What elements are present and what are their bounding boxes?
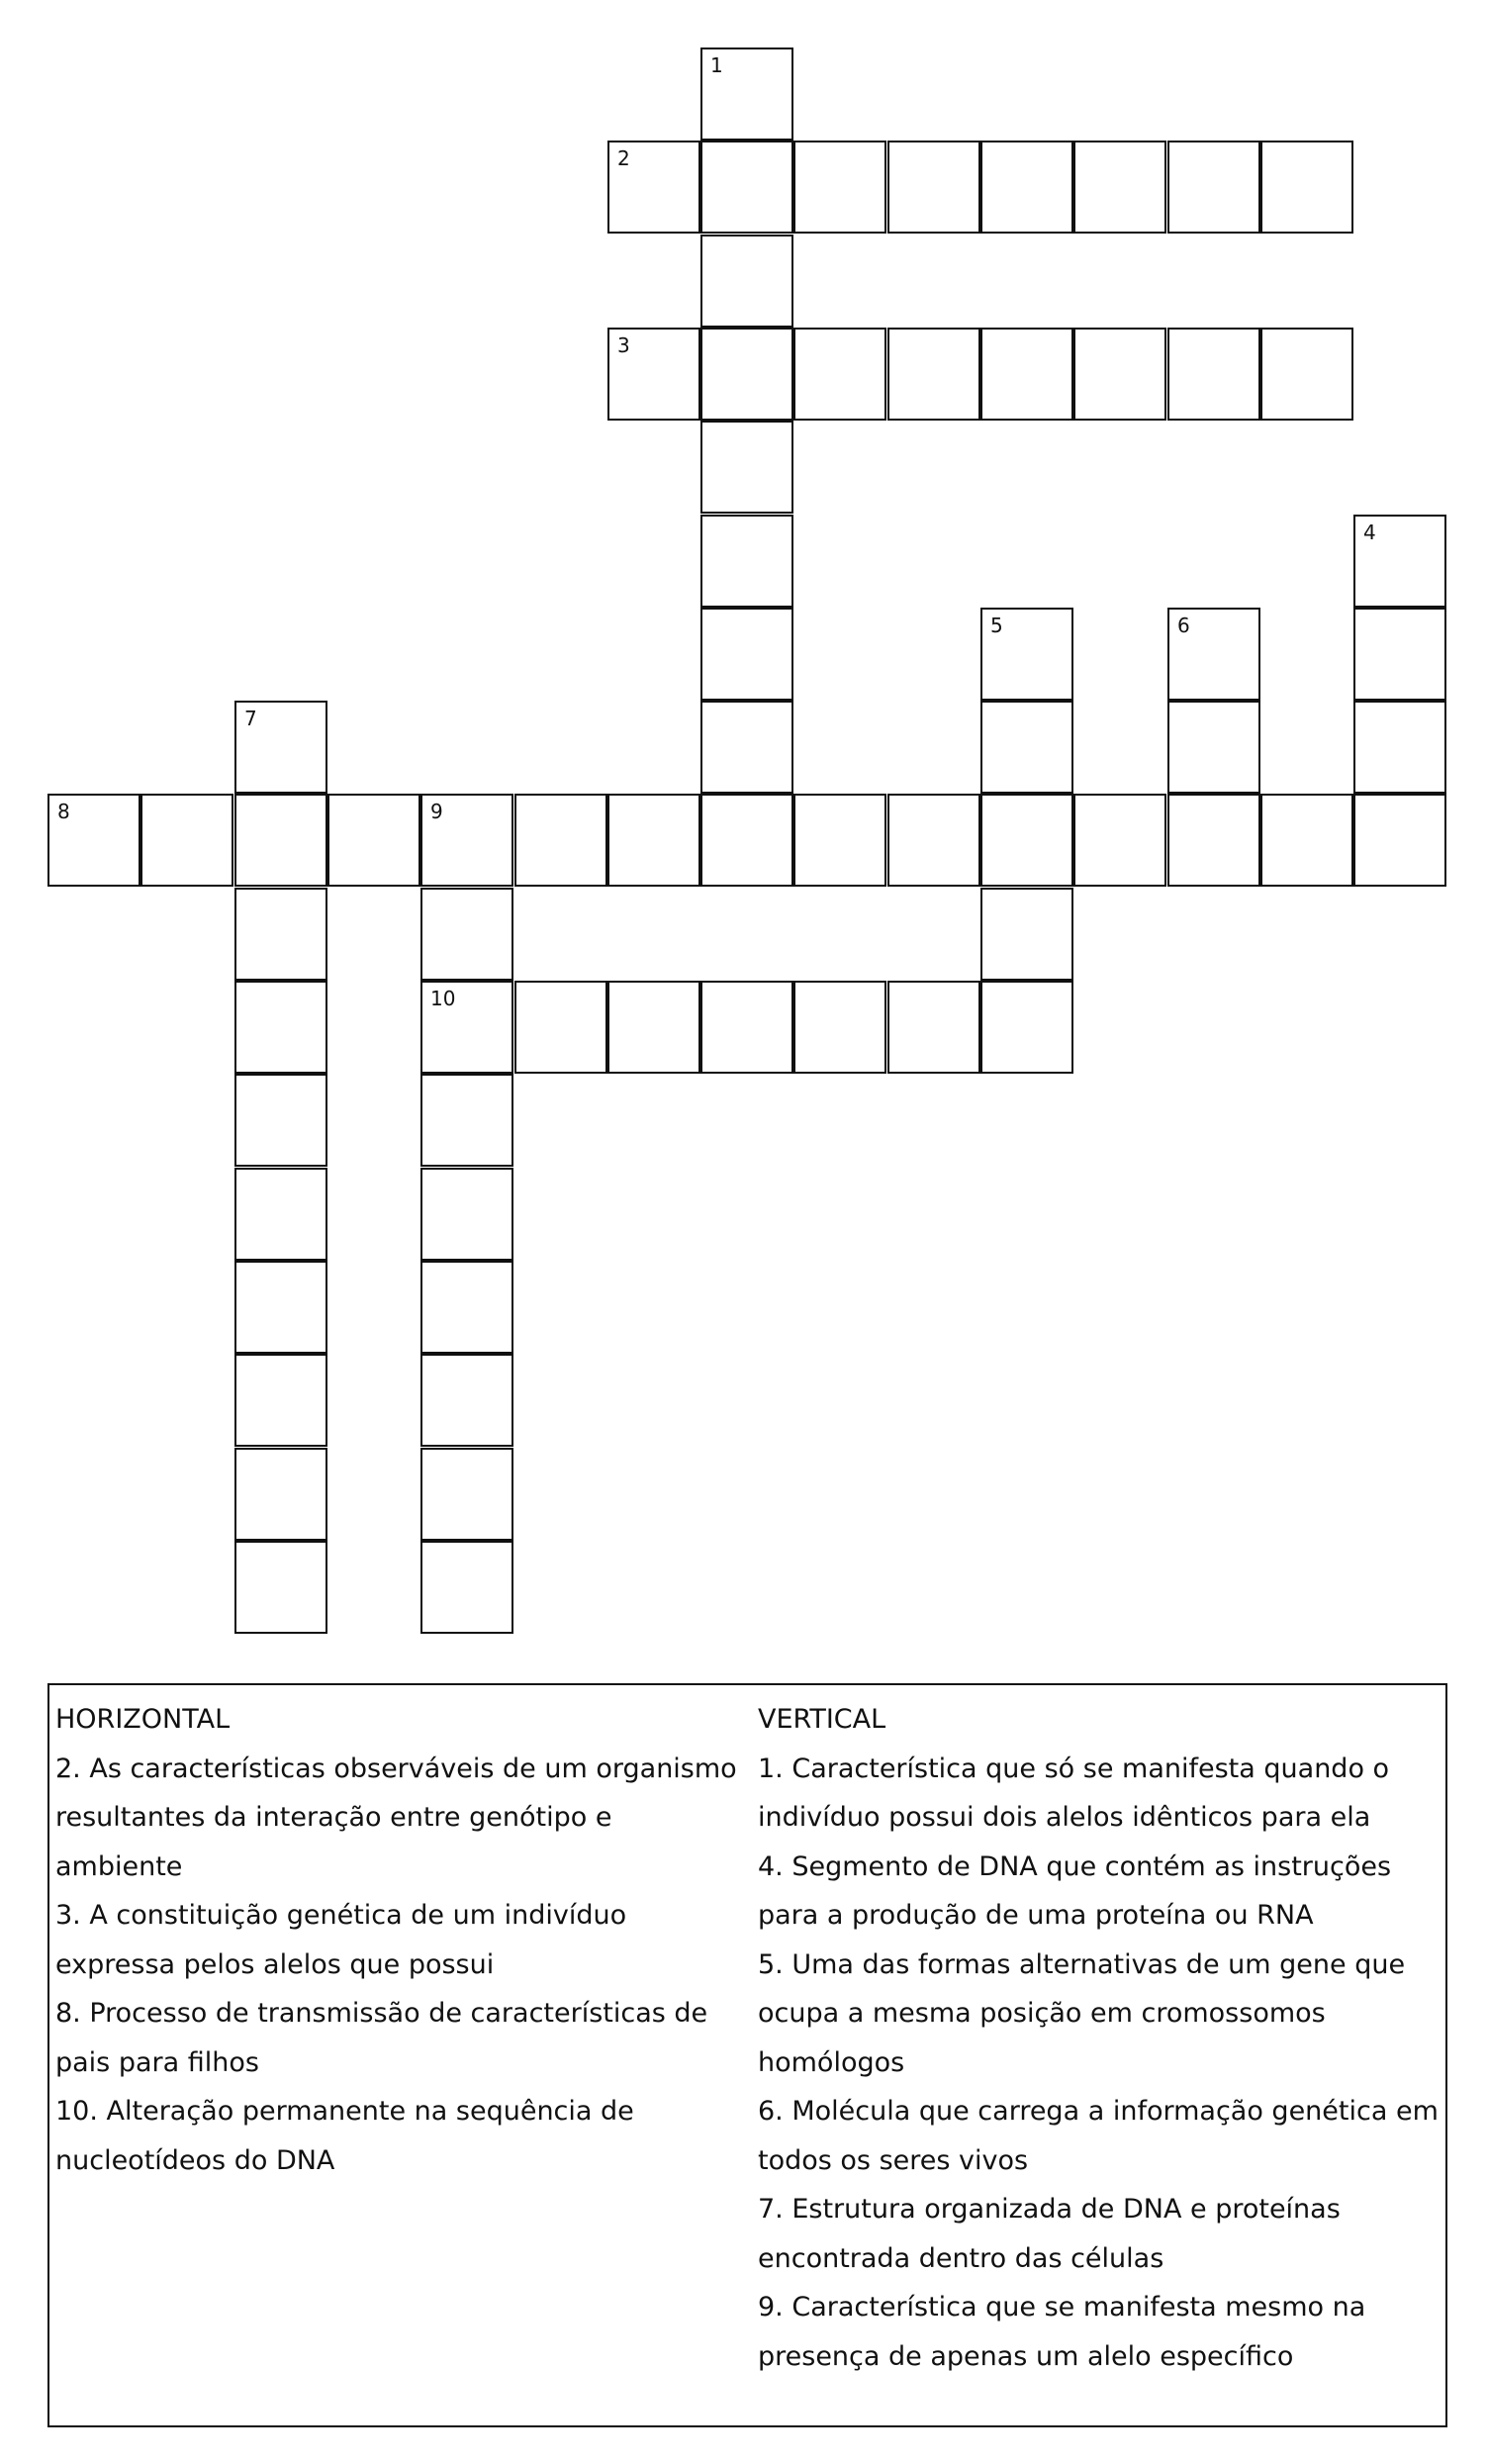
letter-input[interactable] [795, 983, 884, 1072]
clue-line: expressa pelos alelos que possui [55, 1948, 495, 1980]
letter-input[interactable] [1355, 796, 1444, 885]
letter-input[interactable] [236, 1450, 326, 1539]
letter-input[interactable] [702, 610, 791, 699]
clues-box [47, 1683, 1447, 2427]
crossword-cell[interactable] [607, 141, 700, 234]
letter-input[interactable] [982, 703, 1071, 792]
letter-input[interactable] [609, 796, 698, 885]
letter-input[interactable] [236, 983, 326, 1072]
letter-input[interactable] [236, 1543, 326, 1632]
letter-input[interactable] [329, 796, 418, 885]
clue-number: 7 [244, 707, 257, 730]
crossword-cell[interactable] [1260, 141, 1353, 234]
crossword-cell[interactable] [1353, 701, 1446, 794]
clue-line: 10. Alteração permanente na sequência de [55, 2096, 634, 2127]
clue-line: 5. Uma das formas alternativas de um gene que [758, 1948, 1406, 1980]
crossword-cell[interactable] [1167, 701, 1260, 794]
vertical-clues [758, 1695, 1444, 2381]
clue-number: 9 [430, 800, 443, 823]
crossword-cell[interactable] [234, 1074, 327, 1167]
clue-line: pais para filhos [55, 2046, 259, 2078]
crossword-cell[interactable] [793, 794, 886, 887]
letter-input[interactable] [236, 1263, 326, 1352]
letter-input[interactable] [236, 796, 326, 885]
crossword-cell[interactable] [1073, 141, 1166, 234]
clue-line: 4. Segmento de DNA que contém as instruções [758, 1850, 1392, 1882]
clue-line: ambiente [55, 1850, 183, 1882]
crossword-cell[interactable] [607, 328, 700, 421]
crossword-cell[interactable] [1353, 794, 1446, 887]
clue-number: 6 [1177, 614, 1190, 637]
crossword-cell[interactable] [514, 794, 607, 887]
crossword-cell[interactable] [234, 1168, 327, 1261]
crossword-cell[interactable] [1167, 794, 1260, 887]
crossword-cell[interactable] [700, 981, 793, 1074]
letter-input[interactable] [795, 330, 884, 419]
letter-input[interactable] [1169, 142, 1258, 232]
letter-input[interactable] [982, 983, 1071, 1072]
crossword-cell[interactable] [327, 794, 420, 887]
letter-input[interactable] [1169, 703, 1258, 792]
letter-input[interactable] [702, 517, 791, 606]
crossword-cell[interactable] [420, 794, 513, 887]
crossword-cell[interactable] [700, 515, 793, 608]
crossword-cell[interactable] [607, 981, 700, 1074]
crossword-cell[interactable] [700, 141, 793, 234]
crossword-cell[interactable] [234, 1261, 327, 1354]
clue-line: 2. As características observáveis de um organismo [55, 1753, 737, 1784]
clue-number: 2 [617, 146, 630, 170]
letter-input[interactable] [982, 330, 1071, 419]
letter-input[interactable] [702, 330, 791, 419]
clue-line: nucleotídeos do DNA [55, 2144, 335, 2176]
letter-input[interactable] [236, 703, 326, 792]
letter-input[interactable] [795, 796, 884, 885]
letter-input[interactable] [1262, 330, 1351, 419]
letter-input[interactable] [236, 1170, 326, 1259]
clue-line: 8. Processo de transmissão de características de [55, 1998, 708, 2029]
crossword-cell[interactable] [887, 794, 980, 887]
letter-input[interactable] [1169, 796, 1258, 885]
clue-line: para a produção de uma proteína ou RNA [758, 1900, 1314, 1931]
crossword-cell[interactable] [793, 328, 886, 421]
crossword-cell[interactable] [140, 794, 233, 887]
letter-input[interactable] [982, 142, 1071, 232]
clue-number: 10 [430, 987, 456, 1010]
letter-input[interactable] [702, 983, 791, 1072]
letter-input[interactable] [516, 796, 605, 885]
letter-input[interactable] [702, 423, 791, 512]
letter-input[interactable] [422, 983, 512, 1072]
letter-input[interactable] [422, 890, 512, 979]
letter-input[interactable] [1169, 610, 1258, 699]
letter-input[interactable] [236, 1356, 326, 1445]
letter-input[interactable] [702, 796, 791, 885]
letter-input[interactable] [422, 1076, 512, 1165]
crossword-cell[interactable] [1260, 794, 1353, 887]
crossword-cell[interactable] [980, 981, 1073, 1074]
crossword-cell[interactable] [700, 608, 793, 701]
clue-line: ocupa a mesma posição em cromossomos [758, 1998, 1326, 2029]
letter-input[interactable] [422, 1170, 512, 1259]
crossword-cell[interactable] [234, 1354, 327, 1447]
crossword-cell[interactable] [1167, 141, 1260, 234]
letter-input[interactable] [422, 1356, 512, 1445]
letter-input[interactable] [1355, 517, 1444, 606]
crossword-cell[interactable] [234, 794, 327, 887]
crossword-cell[interactable] [793, 981, 886, 1074]
crossword-cell[interactable] [1260, 328, 1353, 421]
crossword-cell[interactable] [420, 1354, 513, 1447]
crossword-cell[interactable] [700, 235, 793, 328]
clue-number: 5 [990, 614, 1003, 637]
crossword-cell[interactable] [793, 141, 886, 234]
letter-input[interactable] [982, 610, 1071, 699]
crossword-cell[interactable] [700, 47, 793, 141]
vertical-heading: VERTICAL [758, 1704, 886, 1735]
clue-number: 1 [710, 53, 723, 77]
crossword-cell[interactable] [1167, 328, 1260, 421]
clue-line: 6. Molécula que carrega a informação genética em [758, 2096, 1439, 2127]
crossword-cell[interactable] [420, 1074, 513, 1167]
letter-input[interactable] [1262, 142, 1351, 232]
letter-input[interactable] [702, 142, 791, 232]
letter-input[interactable] [982, 890, 1071, 979]
clue-line: todos os seres vivos [758, 2144, 1029, 2176]
letter-input[interactable] [889, 796, 978, 885]
letter-input[interactable] [142, 796, 232, 885]
crossword-cell[interactable] [514, 981, 607, 1074]
letter-input[interactable] [236, 1076, 326, 1165]
crossword-cell[interactable] [980, 701, 1073, 794]
clue-number: 3 [617, 333, 630, 357]
crossword-cell[interactable] [1167, 608, 1260, 701]
letter-input[interactable] [1262, 796, 1351, 885]
letter-input[interactable] [889, 142, 978, 232]
clue-line: 1. Característica que só se manifesta quando o [758, 1753, 1390, 1784]
clue-line: 3. A constituição genética de um indivíduo [55, 1900, 627, 1931]
letter-input[interactable] [236, 890, 326, 979]
crossword-cell[interactable] [234, 1541, 327, 1634]
crossword-cell[interactable] [1073, 794, 1166, 887]
clue-line: resultantes da interação entre genótipo e [55, 1802, 612, 1833]
letter-input[interactable] [1169, 330, 1258, 419]
letter-input[interactable] [609, 983, 698, 1072]
crossword-cell[interactable] [700, 421, 793, 514]
crossword-cell[interactable] [887, 141, 980, 234]
crossword-cell[interactable] [420, 1541, 513, 1634]
letter-input[interactable] [516, 983, 605, 1072]
clue-line: 9. Característica que se manifesta mesmo na [758, 2292, 1366, 2322]
letter-input[interactable] [49, 796, 139, 885]
crossword-cell[interactable] [607, 794, 700, 887]
crossword-cell[interactable] [980, 328, 1073, 421]
horizontal-clues [55, 1695, 748, 2185]
letter-input[interactable] [889, 330, 978, 419]
letter-input[interactable] [889, 983, 978, 1072]
letter-input[interactable] [609, 142, 698, 232]
letter-input[interactable] [422, 796, 512, 885]
crossword-cell[interactable] [1353, 515, 1446, 608]
crossword-cell[interactable] [700, 794, 793, 887]
crossword-cell[interactable] [887, 981, 980, 1074]
crossword-cell[interactable] [980, 794, 1073, 887]
letter-input[interactable] [702, 703, 791, 792]
crossword-cell[interactable] [234, 1448, 327, 1541]
crossword-cell[interactable] [420, 1168, 513, 1261]
crossword-cell[interactable] [700, 328, 793, 421]
crossword-cell[interactable] [234, 701, 327, 794]
crossword-cell[interactable] [1073, 328, 1166, 421]
clue-line: indivíduo possui dois alelos idênticos para ela [758, 1802, 1371, 1833]
clue-line: encontrada dentro das células [758, 2242, 1164, 2274]
crossword-cell[interactable] [420, 981, 513, 1074]
letter-input[interactable] [422, 1543, 512, 1632]
crossword-cell[interactable] [887, 328, 980, 421]
letter-input[interactable] [795, 142, 884, 232]
letter-input[interactable] [702, 237, 791, 326]
crossword-cell[interactable] [234, 888, 327, 981]
crossword-cell[interactable] [47, 794, 140, 887]
crossword-cell[interactable] [980, 608, 1073, 701]
crossword-cell[interactable] [420, 1261, 513, 1354]
clue-line: presença de apenas um alelo específico [758, 2340, 1294, 2372]
clue-number: 4 [1363, 521, 1376, 544]
letter-input[interactable] [1075, 142, 1164, 232]
letter-input[interactable] [422, 1450, 512, 1539]
clue-line: homólogos [758, 2046, 905, 2078]
letter-input[interactable] [1075, 796, 1164, 885]
letter-input[interactable] [982, 796, 1071, 885]
crossword-cell[interactable] [234, 981, 327, 1074]
crossword-cell[interactable] [700, 701, 793, 794]
clue-number: 8 [57, 800, 70, 823]
crossword-cell[interactable] [420, 1448, 513, 1541]
crossword-cell[interactable] [980, 141, 1073, 234]
horizontal-heading: HORIZONTAL [55, 1704, 231, 1735]
letter-input[interactable] [1075, 330, 1164, 419]
letter-input[interactable] [422, 1263, 512, 1352]
letter-input[interactable] [1355, 610, 1444, 699]
letter-input[interactable] [1355, 703, 1444, 792]
letter-input[interactable] [609, 330, 698, 419]
crossword-cell[interactable] [420, 888, 513, 981]
clue-line: 7. Estrutura organizada de DNA e proteínas [758, 2194, 1341, 2225]
crossword-cell[interactable] [980, 888, 1073, 981]
crossword-cell[interactable] [1353, 608, 1446, 701]
letter-input[interactable] [702, 49, 791, 139]
